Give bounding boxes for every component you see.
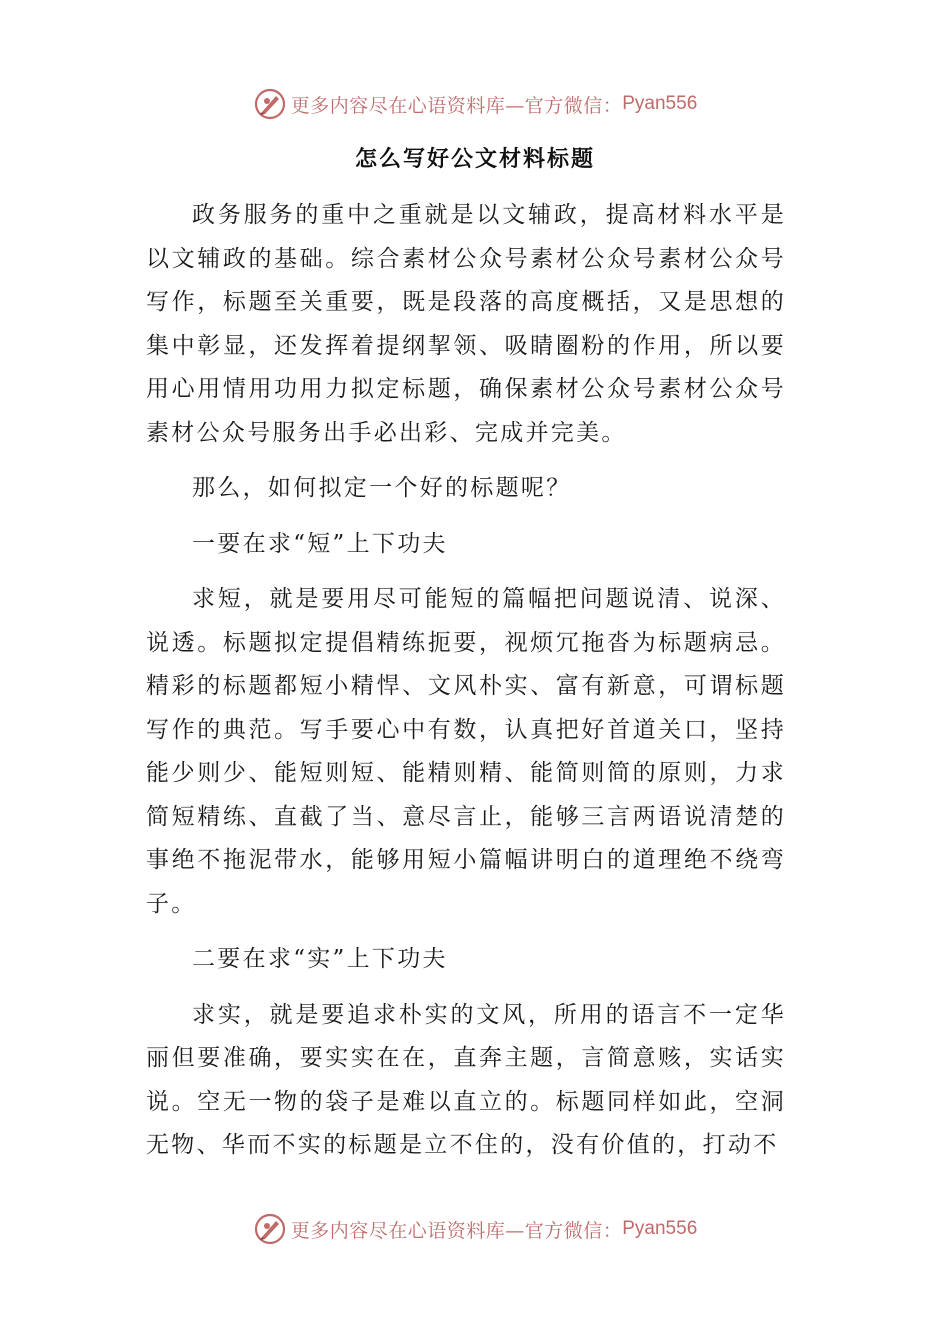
watermark-wechat-id: Pyan556: [622, 93, 698, 114]
document-title: 怎么写好公文材料标题: [354, 147, 595, 172]
pen-logo-icon: [253, 1212, 287, 1246]
pen-logo-icon: [253, 87, 287, 121]
paragraph-question: 那么，如何拟定一个好的标题呢？: [192, 475, 572, 501]
watermark-text: 更多内容尽在心语资料库—官方微信：: [290, 1219, 623, 1242]
watermark-text: 更多内容尽在心语资料库—官方微信：: [290, 94, 623, 117]
watermark-banner-top: [0, 84, 950, 124]
watermark-wechat-id: Pyan556: [622, 1218, 698, 1239]
paragraph-intro: 政务服务的重中之重就是以文辅政，提高材料水平是以文辅政的基础。综合素材公众号素材公众号素材公众号写作，标题至关重要，既是段落的高度概括，又是思想的集中彰显，还发挥着提纲挈领、吸睛圈粉的作用，所以要用心用情用功用力拟定标题，确保素材公众号素材公众号素材公众号服务出手必出彩、完成并完美。: [146, 202, 786, 446]
paragraph-real: 求实，就是要追求朴实的文风，所用的语言不一定华丽但要准确，要实实在在，直奔主题，言简意赅，实话实说。空无一物的袋子是难以直立的。标题同样如此，空洞无物、华而不实的标题是立不住的，没有价值的，打动不: [146, 1001, 786, 1158]
watermark-banner-bottom: [0, 1209, 950, 1249]
heading-real: 二要在求“实”上下功夫: [192, 946, 448, 972]
document-body: [146, 194, 786, 1180]
paragraph-short: 求短，就是要用尽可能短的篇幅把问题说清、说深、说透。标题拟定提倡精练扼要，视烦冗拖沓为标题病忌。精彩的标题都短小精悍、文风朴实、富有新意，可谓标题写作的典范。写手要心中有数，认真把好首道关口，坚持能少则少、能短则短、能精则精、能简则简的原则，力求简短精练、直截了当、意尽言止，能够三言两语说清楚的事绝不拖泥带水，能够用短小篇幅讲明白的道理绝不绕弯子。: [146, 586, 786, 917]
heading-short: 一要在求“短”上下功夫: [192, 530, 448, 557]
